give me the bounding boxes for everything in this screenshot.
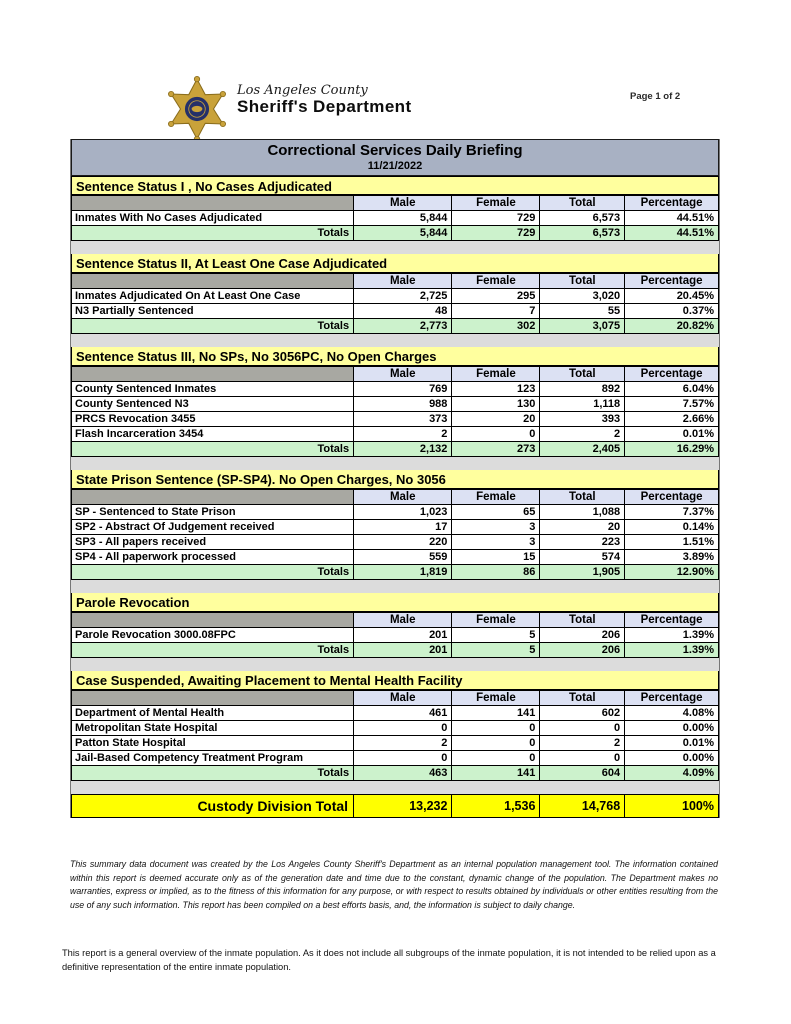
cell-label: Totals [72, 643, 354, 658]
grand-total-row [72, 795, 719, 818]
cell-pct: 7.57% [625, 397, 719, 412]
cell-total: 6,573 [540, 211, 625, 226]
cell-label: Metropolitan State Hospital [72, 721, 354, 736]
cell-pct: 44.51% [625, 226, 719, 241]
grand-total-table [71, 794, 719, 818]
grand-total-percentage: 100% [625, 795, 719, 818]
column-header-female: Female [452, 691, 540, 706]
column-header-row [72, 490, 719, 505]
cell-pct: 0.01% [625, 427, 719, 442]
cell-label: Parole Revocation 3000.08FPC [72, 628, 354, 643]
cell-label: SP4 - All paperwork processed [72, 550, 354, 565]
cell-total: 1,118 [540, 397, 625, 412]
cell-pct: 6.04% [625, 382, 719, 397]
cell-male: 5,844 [354, 226, 452, 241]
cell-label: Totals [72, 565, 354, 580]
cell-total: 206 [540, 628, 625, 643]
grand-total-label: Custody Division Total [72, 795, 354, 818]
table-row [72, 382, 719, 397]
cell-female: 729 [452, 211, 540, 226]
column-header-female: Female [452, 490, 540, 505]
column-header-row [72, 367, 719, 382]
cell-total: 0 [540, 751, 625, 766]
cell-label: SP3 - All papers received [72, 535, 354, 550]
cell-label: Flash Incarceration 3454 [72, 427, 354, 442]
section-table [71, 273, 719, 334]
row-label-header-cell [72, 490, 354, 505]
cell-male: 220 [354, 535, 452, 550]
cell-male: 2 [354, 736, 452, 751]
cell-label: Jail-Based Competency Treatment Program [72, 751, 354, 766]
cell-pct: 20.45% [625, 289, 719, 304]
column-header-male: Male [354, 196, 452, 211]
cell-label: Department of Mental Health [72, 706, 354, 721]
cell-pct: 3.89% [625, 550, 719, 565]
cell-male: 2,132 [354, 442, 452, 457]
cell-female: 3 [452, 535, 540, 550]
cell-male: 5,844 [354, 211, 452, 226]
column-header-percentage: Percentage [625, 367, 719, 382]
cell-male: 769 [354, 382, 452, 397]
sheriff-star-badge-icon [163, 76, 231, 140]
column-header-percentage: Percentage [625, 490, 719, 505]
cell-total: 6,573 [540, 226, 625, 241]
briefing-block [70, 139, 720, 818]
section-title: Sentence Status II, At Least One Case Adjudicated [71, 254, 719, 273]
cell-female: 86 [452, 565, 540, 580]
section-title: Parole Revocation [71, 593, 719, 612]
cell-female: 7 [452, 304, 540, 319]
cell-male: 17 [354, 520, 452, 535]
column-header-percentage: Percentage [625, 274, 719, 289]
logo-department: Sheriff's Department [237, 97, 412, 116]
column-header-total: Total [540, 691, 625, 706]
briefing-section [71, 671, 719, 781]
cell-pct: 1.39% [625, 643, 719, 658]
cell-total: 206 [540, 643, 625, 658]
sections-container [71, 176, 719, 781]
cell-female: 295 [452, 289, 540, 304]
cell-female: 20 [452, 412, 540, 427]
cell-label: Totals [72, 226, 354, 241]
totals-row [72, 226, 719, 241]
column-header-row [72, 196, 719, 211]
totals-row [72, 319, 719, 334]
section-table [71, 690, 719, 781]
cell-label: Totals [72, 766, 354, 781]
cell-pct: 1.51% [625, 535, 719, 550]
cell-label: Totals [72, 319, 354, 334]
table-row [72, 505, 719, 520]
section-table [71, 612, 719, 658]
section-title: Sentence Status III, No SPs, No 3056PC, No Open Charges [71, 347, 719, 366]
grand-total-female: 1,536 [452, 795, 540, 818]
report-date: 11/21/2022 [367, 160, 423, 172]
cell-pct: 0.01% [625, 736, 719, 751]
cell-total: 3,020 [540, 289, 625, 304]
table-row [72, 628, 719, 643]
table-row [72, 412, 719, 427]
cell-pct: 20.82% [625, 319, 719, 334]
section-title: State Prison Sentence (SP-SP4). No Open Charges, No 3056 [71, 470, 719, 489]
column-header-row [72, 691, 719, 706]
section-table [71, 489, 719, 580]
section-table [71, 195, 719, 241]
cell-label: Patton State Hospital [72, 736, 354, 751]
totals-row [72, 565, 719, 580]
column-header-total: Total [540, 274, 625, 289]
cell-pct: 4.08% [625, 706, 719, 721]
cell-label: County Sentenced Inmates [72, 382, 354, 397]
cell-female: 141 [452, 766, 540, 781]
cell-female: 123 [452, 382, 540, 397]
cell-total: 892 [540, 382, 625, 397]
overview-note-text: This report is a general overview of the inmate population. As it does not include all subgroups of the inmate population, it is not intended to be relied upon as a definitive representation of the entire inmate population. [62, 948, 716, 972]
column-header-female: Female [452, 613, 540, 628]
cell-total: 2,405 [540, 442, 625, 457]
table-row [72, 706, 719, 721]
cell-total: 1,905 [540, 565, 625, 580]
row-label-header-cell [72, 274, 354, 289]
column-header-female: Female [452, 196, 540, 211]
column-header-female: Female [452, 367, 540, 382]
cell-male: 988 [354, 397, 452, 412]
cell-total: 2 [540, 736, 625, 751]
table-row [72, 736, 719, 751]
column-header-total: Total [540, 367, 625, 382]
column-header-male: Male [354, 274, 452, 289]
report-banner [71, 139, 719, 176]
cell-total: 20 [540, 520, 625, 535]
table-row [72, 520, 719, 535]
column-header-total: Total [540, 613, 625, 628]
cell-female: 5 [452, 643, 540, 658]
totals-row [72, 643, 719, 658]
cell-label: PRCS Revocation 3455 [72, 412, 354, 427]
cell-female: 302 [452, 319, 540, 334]
cell-label: Inmates Adjudicated On At Least One Case [72, 289, 354, 304]
table-row [72, 211, 719, 226]
cell-label: Inmates With No Cases Adjudicated [72, 211, 354, 226]
cell-female: 0 [452, 721, 540, 736]
cell-total: 3,075 [540, 319, 625, 334]
cell-female: 0 [452, 751, 540, 766]
page-indicator: Page 1 of 2 [630, 91, 681, 102]
cell-male: 0 [354, 751, 452, 766]
table-row [72, 535, 719, 550]
column-header-percentage: Percentage [625, 691, 719, 706]
table-row [72, 289, 719, 304]
cell-male: 463 [354, 766, 452, 781]
cell-female: 130 [452, 397, 540, 412]
table-row [72, 751, 719, 766]
cell-female: 273 [452, 442, 540, 457]
cell-total: 223 [540, 535, 625, 550]
cell-male: 2,725 [354, 289, 452, 304]
table-row [72, 721, 719, 736]
cell-total: 604 [540, 766, 625, 781]
table-row [72, 550, 719, 565]
cell-female: 15 [452, 550, 540, 565]
section-title: Case Suspended, Awaiting Placement to Mental Health Facility [71, 671, 719, 690]
table-row [72, 397, 719, 412]
cell-female: 141 [452, 706, 540, 721]
cell-pct: 0.37% [625, 304, 719, 319]
row-label-header-cell [72, 613, 354, 628]
cell-pct: 1.39% [625, 628, 719, 643]
cell-label: County Sentenced N3 [72, 397, 354, 412]
logo-county: Los Angeles County [237, 83, 368, 98]
cell-pct: 16.29% [625, 442, 719, 457]
cell-male: 559 [354, 550, 452, 565]
briefing-section [71, 254, 719, 334]
cell-pct: 12.90% [625, 565, 719, 580]
column-header-percentage: Percentage [625, 613, 719, 628]
cell-male: 373 [354, 412, 452, 427]
cell-pct: 0.00% [625, 721, 719, 736]
cell-total: 2 [540, 427, 625, 442]
table-row [72, 304, 719, 319]
section-title: Sentence Status I , No Cases Adjudicated [71, 176, 719, 195]
cell-label: SP - Sentenced to State Prison [72, 505, 354, 520]
cell-pct: 4.09% [625, 766, 719, 781]
logo-text [237, 84, 412, 116]
cell-total: 55 [540, 304, 625, 319]
cell-female: 0 [452, 427, 540, 442]
cell-pct: 44.51% [625, 211, 719, 226]
grand-total-male: 13,232 [354, 795, 452, 818]
cell-male: 201 [354, 643, 452, 658]
grand-total-total: 14,768 [540, 795, 625, 818]
column-header-row [72, 613, 719, 628]
cell-label: Totals [72, 442, 354, 457]
cell-label: N3 Partially Sentenced [72, 304, 354, 319]
column-header-male: Male [354, 691, 452, 706]
cell-male: 48 [354, 304, 452, 319]
column-header-row [72, 274, 719, 289]
row-label-header-cell [72, 367, 354, 382]
cell-female: 0 [452, 736, 540, 751]
totals-row [72, 766, 719, 781]
row-label-header-cell [72, 691, 354, 706]
column-header-female: Female [452, 274, 540, 289]
cell-total: 1,088 [540, 505, 625, 520]
cell-male: 201 [354, 628, 452, 643]
cell-label: SP2 - Abstract Of Judgement received [72, 520, 354, 535]
column-header-male: Male [354, 490, 452, 505]
briefing-section [71, 176, 719, 241]
column-header-percentage: Percentage [625, 196, 719, 211]
cell-male: 0 [354, 721, 452, 736]
column-header-male: Male [354, 613, 452, 628]
cell-male: 461 [354, 706, 452, 721]
cell-female: 5 [452, 628, 540, 643]
cell-pct: 0.14% [625, 520, 719, 535]
cell-total: 0 [540, 721, 625, 736]
section-table [71, 366, 719, 457]
report-title: Correctional Services Daily Briefing [267, 142, 523, 159]
cell-pct: 2.66% [625, 412, 719, 427]
disclaimer-text: This summary data document was created by the Los Angeles County Sheriff's Department as an internal population management tool. The information contained within this report is deemed accurate only as of the generation date and time due to the constant, dynamic change of the population. The Department makes no warranties, express or implied, as to the fitness of this information for any purpose, or with respect to results obtained by individuals or other entities resulting from the use of any such information. This report has been compiled on a best efforts basis, and, the information is subject to daily change. [70, 859, 718, 910]
cell-male: 1,819 [354, 565, 452, 580]
briefing-section [71, 347, 719, 457]
cell-female: 3 [452, 520, 540, 535]
cell-pct: 7.37% [625, 505, 719, 520]
cell-male: 1,023 [354, 505, 452, 520]
cell-male: 2,773 [354, 319, 452, 334]
table-row [72, 427, 719, 442]
column-header-male: Male [354, 367, 452, 382]
letterhead [163, 76, 412, 140]
cell-total: 574 [540, 550, 625, 565]
briefing-section [71, 470, 719, 580]
totals-row [72, 442, 719, 457]
cell-female: 65 [452, 505, 540, 520]
cell-male: 2 [354, 427, 452, 442]
cell-total: 393 [540, 412, 625, 427]
cell-total: 602 [540, 706, 625, 721]
row-label-header-cell [72, 196, 354, 211]
briefing-section [71, 593, 719, 658]
cell-pct: 0.00% [625, 751, 719, 766]
cell-female: 729 [452, 226, 540, 241]
column-header-total: Total [540, 490, 625, 505]
column-header-total: Total [540, 196, 625, 211]
